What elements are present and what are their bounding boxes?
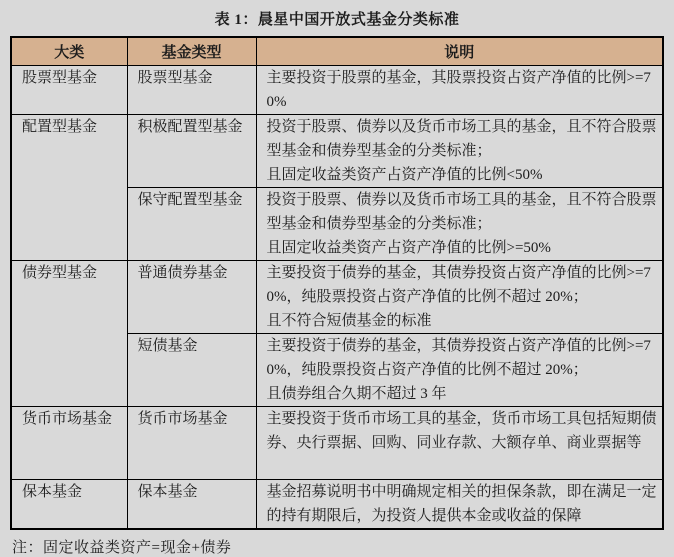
description-cell (256, 407, 663, 480)
category-cell: 股票型基金 (11, 66, 127, 115)
fund-classification-table (10, 36, 664, 530)
description-cell (256, 188, 663, 261)
description-line: 基金招募说明书中明确规定相关的担保条款，即在满足一定的持有期限后，为投资人提供本金或收益的保障 (266, 484, 657, 524)
fund-type-cell: 货币市场基金 (127, 407, 256, 480)
description-line: 主要投资于债券的基金，其债券投资占资产净值的比例>=70%，纯股票投资占资产净值的比例不超过 20%； (266, 265, 651, 305)
table-title: 表 1：晨星中国开放式基金分类标准 (214, 12, 460, 28)
header-cell-category: 大类 (11, 37, 127, 66)
description-cell (256, 480, 663, 530)
description-line: 主要投资于股票的基金，其股票投资占资产净值的比例>=70% (266, 70, 651, 110)
description-cell (256, 261, 663, 334)
table-row (11, 480, 663, 530)
description-line: 投资于股票、债券以及货币市场工具的基金，且不符合股票型基金和债券型基金的分类标准； (266, 119, 657, 159)
table-row (11, 261, 663, 334)
description-line: 投资于股票、债券以及货币市场工具的基金，且不符合股票型基金和债券型基金的分类标准； (266, 192, 657, 232)
table-row (11, 115, 663, 188)
footnote: 注：固定收益类资产=现金+债券 (12, 540, 232, 556)
description-line: 且固定收益类资产占资产净值的比例>=50% (266, 240, 551, 256)
description-line: 主要投资于货币市场工具的基金，货币市场工具包括短期债券、央行票据、回购、同业存款、大额存单、商业票据等 (266, 411, 657, 451)
category-cell: 保本基金 (11, 480, 127, 530)
category-cell: 货币市场基金 (11, 407, 127, 480)
fund-type-cell: 普通债券基金 (127, 261, 256, 334)
category-cell: 债券型基金 (11, 261, 127, 407)
description-cell (256, 66, 663, 115)
description-line: 且固定收益类资产占资产净值的比例<50% (266, 167, 543, 183)
header-cell-fund-type: 基金类型 (127, 37, 256, 66)
description-line: 主要投资于债券的基金，其债券投资占资产净值的比例>=70%，纯股票投资占资产净值的比例不超过 20%； (266, 338, 651, 378)
header-cell-description: 说明 (256, 37, 663, 66)
fund-type-cell: 保本基金 (127, 480, 256, 530)
fund-type-cell: 股票型基金 (127, 66, 256, 115)
table-row (11, 66, 663, 115)
header-row (11, 37, 663, 66)
description-line: 且债券组合久期不超过 3 年 (266, 386, 447, 402)
fund-type-cell: 积极配置型基金 (127, 115, 256, 188)
description-cell (256, 334, 663, 407)
fund-type-cell: 短债基金 (127, 334, 256, 407)
table-row (11, 407, 663, 480)
description-cell (256, 115, 663, 188)
category-cell: 配置型基金 (11, 115, 127, 261)
fund-type-cell: 保守配置型基金 (127, 188, 256, 261)
description-line: 且不符合短债基金的标准 (266, 313, 432, 329)
